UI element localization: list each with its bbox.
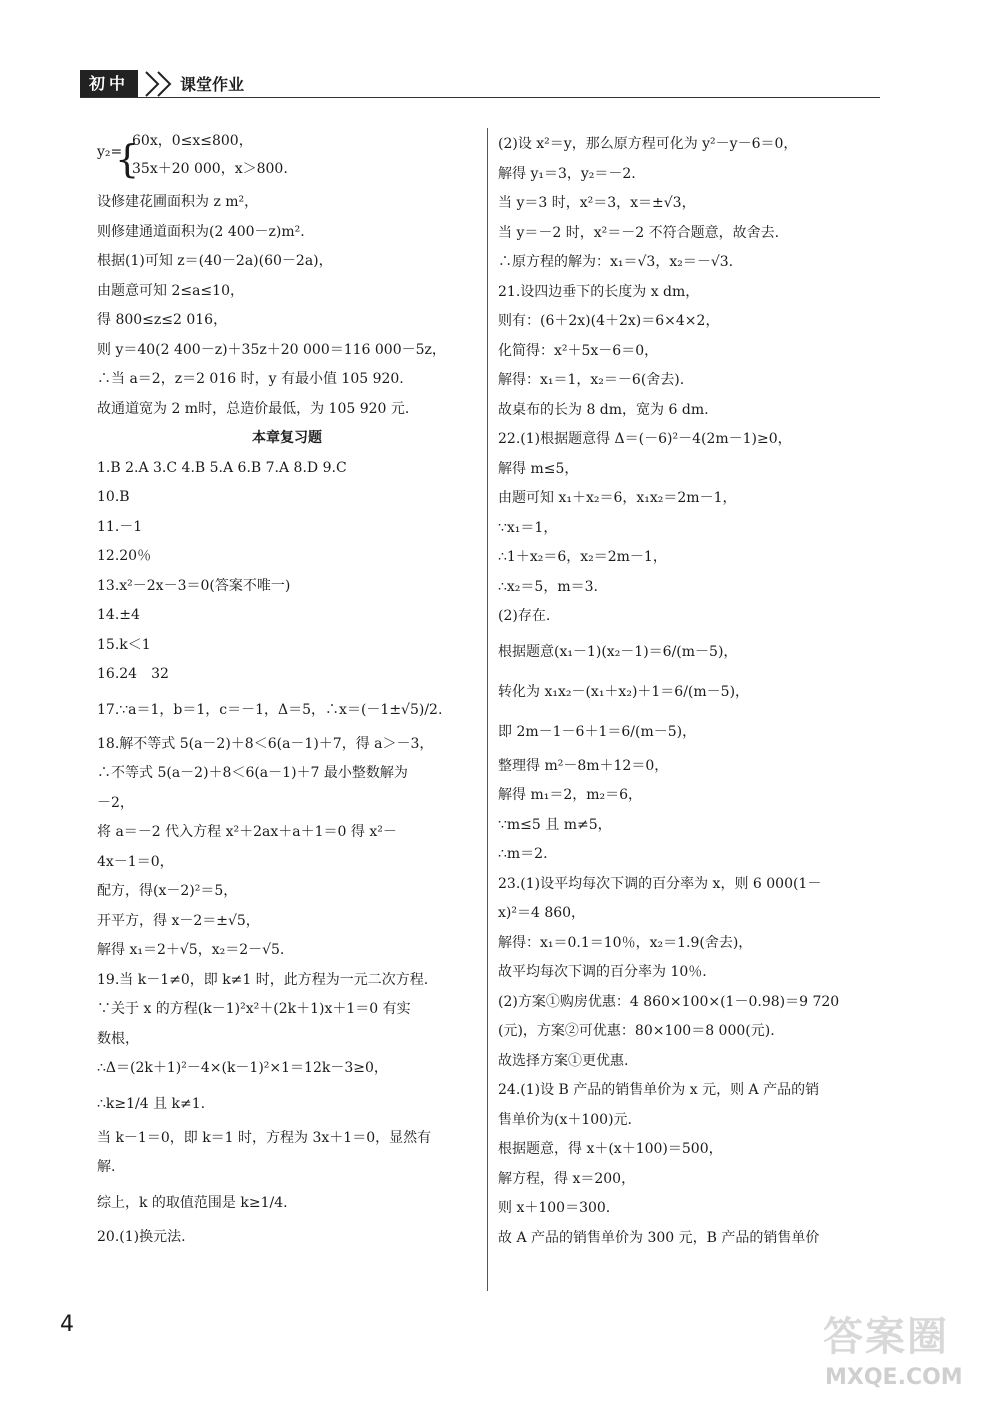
text-line: ∴m＝2. — [498, 846, 548, 862]
page-header — [80, 70, 880, 100]
text-line: 4x－1＝0， — [97, 853, 174, 870]
text-line: (2)方案①购房优惠：4 860×100×(1－0.98)＝9 720 — [498, 993, 840, 1010]
text-line: 化简得：x²＋5x－6＝0， — [498, 342, 659, 359]
section-title: 本章复习题 — [252, 430, 322, 446]
text-line: (2)存在. — [498, 608, 551, 624]
piecewise-function — [97, 130, 477, 188]
question-19-k-range: ∴k≥1/4 且 k≠1. — [97, 1095, 206, 1112]
question-20: 20.(1)换元法. — [97, 1228, 186, 1245]
piecewise-row-1: 60x，0≤x≤800， — [132, 133, 253, 149]
question-19-conclusion: 综上，k 的取值范围是 k≥1/4. — [97, 1194, 288, 1211]
text-line: (2)设 x²＝y，那么原方程可化为 y²－y－6＝0， — [498, 136, 798, 152]
header-rule — [80, 97, 880, 98]
answer-line: 13.x²－2x－3＝0(答案不唯一) — [97, 577, 291, 594]
text-line: 设修建花圃面积为 z m²， — [97, 194, 259, 210]
text-line: (元)，方案②可优惠：80×100＝8 000(元). — [498, 1023, 775, 1039]
header-level-badge: 初中 — [80, 70, 138, 98]
text-line: 解得 m₁＝2，m₂＝6， — [498, 787, 643, 803]
text-line: 故桌布的长为 8 dm，宽为 6 dm. — [498, 401, 709, 418]
text-line: 将 a＝－2 代入方程 x²＋2ax＋a＋1＝0 得 x²－ — [97, 824, 397, 840]
text-line: 解. — [97, 1159, 116, 1175]
text-line: ∴x₂＝5，m＝3. — [498, 578, 598, 595]
text-line: 故 A 产品的销售单价为 300 元，B 产品的销售单价 — [498, 1229, 820, 1246]
text-line: 解方程，得 x＝200， — [498, 1170, 636, 1187]
text-line: 解得：x₁＝0.1＝10％，x₂＝1.9(舍去)， — [498, 934, 753, 951]
text-line: 故平均每次下调的百分率为 10％. — [498, 964, 707, 980]
text-line: 售单价为(x＋100)元. — [498, 1111, 632, 1128]
question-17: 17.∵a＝1，b＝1，c＝－1，Δ＝5，∴x＝(－1±√5)/2. — [97, 701, 443, 718]
text-line: 根据题意，得 x＋(x＋100)＝500， — [498, 1141, 723, 1157]
text-line: ∵关于 x 的方程(k－1)²x²＋(2k＋1)x＋1＝0 有实 — [97, 1001, 411, 1017]
text-line: ∵x₁＝1， — [498, 519, 558, 536]
text-line: 则 y＝40(2 400－z)＋35z＋20 000＝116 000－5z， — [97, 341, 446, 358]
double-chevron-icon — [142, 70, 182, 98]
text-line: 解得 x₁＝2＋√5，x₂＝2－√5. — [97, 942, 285, 958]
text-line: ∴当 a＝2，z＝2 016 时，y 有最小值 105 920. — [97, 371, 404, 387]
fraction-line: 即 2m－1－6＋1＝6/(m－5)， — [498, 723, 697, 740]
text-line: 解得：x₁＝1，x₂＝－6(舍去). — [498, 372, 685, 388]
answer-line: 12.20％ — [97, 548, 152, 564]
text-line: 由题意可知 2≤a≤10， — [97, 282, 244, 299]
text-line: 24.(1)设 B 产品的销售单价为 x 元，则 A 产品的销 — [498, 1082, 820, 1098]
fraction-line: 根据题意(x₁－1)(x₂－1)＝6/(m－5)， — [498, 643, 738, 660]
fraction-line: 转化为 x₁x₂－(x₁＋x₂)＋1＝6/(m－5)， — [498, 683, 750, 700]
watermark — [815, 1305, 995, 1400]
text-line: 配方，得(x－2)²＝5， — [97, 883, 238, 899]
answer-line: 14.±4 — [97, 607, 140, 623]
text-line: 故通道宽为 2 m时，总造价最低，为 105 920 元. — [97, 400, 410, 417]
text-line: ∴1＋x₂＝6，x₂＝2m－1， — [498, 549, 667, 565]
text-line: 开平方，得 x－2＝±√5， — [97, 912, 260, 929]
text-line: 22.(1)根据题意得 Δ＝(－6)²－4(2m－1)≥0， — [498, 431, 792, 447]
answer-line: 15.k＜1 — [97, 636, 151, 653]
text-line: 故选择方案①更优惠. — [498, 1052, 629, 1069]
watermark-url: MXQE.COM — [825, 1365, 963, 1390]
text-line: 则修建通道面积为(2 400－z)m². — [97, 223, 305, 240]
answer-line: 1.B 2.A 3.C 4.B 5.A 6.B 7.A 8.D 9.C — [97, 459, 347, 476]
text-line: ∴原方程的解为：x₁＝√3，x₂＝－√3. — [498, 254, 734, 270]
text-line: 整理得 m²－8m＋12＝0， — [498, 757, 669, 774]
answer-line: 10.B — [97, 489, 130, 505]
text-line: 解得 m≤5， — [498, 460, 579, 477]
brace-symbol: { — [115, 137, 140, 181]
text-line: 当 y＝3 时，x²＝3，x＝±√3， — [498, 195, 696, 211]
text-line: 当 y＝－2 时，x²＝－2 不符合题意，故舍去. — [498, 224, 780, 241]
page-number: 4 — [60, 1312, 74, 1337]
column-divider — [487, 128, 488, 1291]
text-line: ∴不等式 5(a－2)＋8＜6(a－1)＋7 最小整数解为 — [97, 765, 408, 781]
piecewise-row-2: 35x＋20 000，x＞800. — [132, 161, 288, 177]
text-line: 则 x＋100＝300. — [498, 1200, 611, 1216]
answer-line: 16.24 32 — [97, 666, 169, 682]
text-line: 当 k－1＝0，即 k＝1 时，方程为 3x＋1＝0，显然有 — [97, 1129, 432, 1146]
text-line: 得 800≤z≤2 016， — [97, 312, 228, 328]
text-line: ∴Δ＝(2k＋1)²－4×(k－1)²×1＝12k－3≥0， — [97, 1060, 388, 1076]
right-column — [498, 130, 884, 1253]
text-line: x)²＝4 860， — [498, 905, 586, 921]
text-line: 由题可知 x₁＋x₂＝6，x₁x₂＝2m－1， — [498, 490, 737, 506]
text-line: 根据(1)可知 z＝(40－2a)(60－2a)， — [97, 253, 333, 269]
text-line: 19.当 k－1≠0，即 k≠1 时，此方程为一元二次方程. — [97, 971, 429, 988]
text-line: 数根， — [97, 1030, 139, 1047]
text-line: ∵m≤5 且 m≠5， — [498, 816, 612, 833]
text-line: 18.解不等式 5(a－2)＋8＜6(a－1)＋7，得 a＞－3， — [97, 735, 434, 752]
left-column — [97, 130, 477, 1252]
header-title: 课堂作业 — [180, 75, 245, 94]
text-line: 23.(1)设平均每次下调的百分率为 x，则 6 000(1－ — [498, 875, 822, 892]
watermark-text: 答案圈 — [823, 1314, 949, 1360]
text-line: 解得 y₁＝3，y₂＝－2. — [498, 165, 636, 182]
text-line: 则有：(6＋2x)(4＋2x)＝6×4×2， — [498, 313, 720, 329]
answer-line: 11.－1 — [97, 518, 143, 535]
piecewise-lhs: y₂= — [97, 144, 123, 160]
text-line: －2， — [97, 794, 134, 811]
text-line: 21.设四边垂下的长度为 x dm， — [498, 283, 700, 300]
